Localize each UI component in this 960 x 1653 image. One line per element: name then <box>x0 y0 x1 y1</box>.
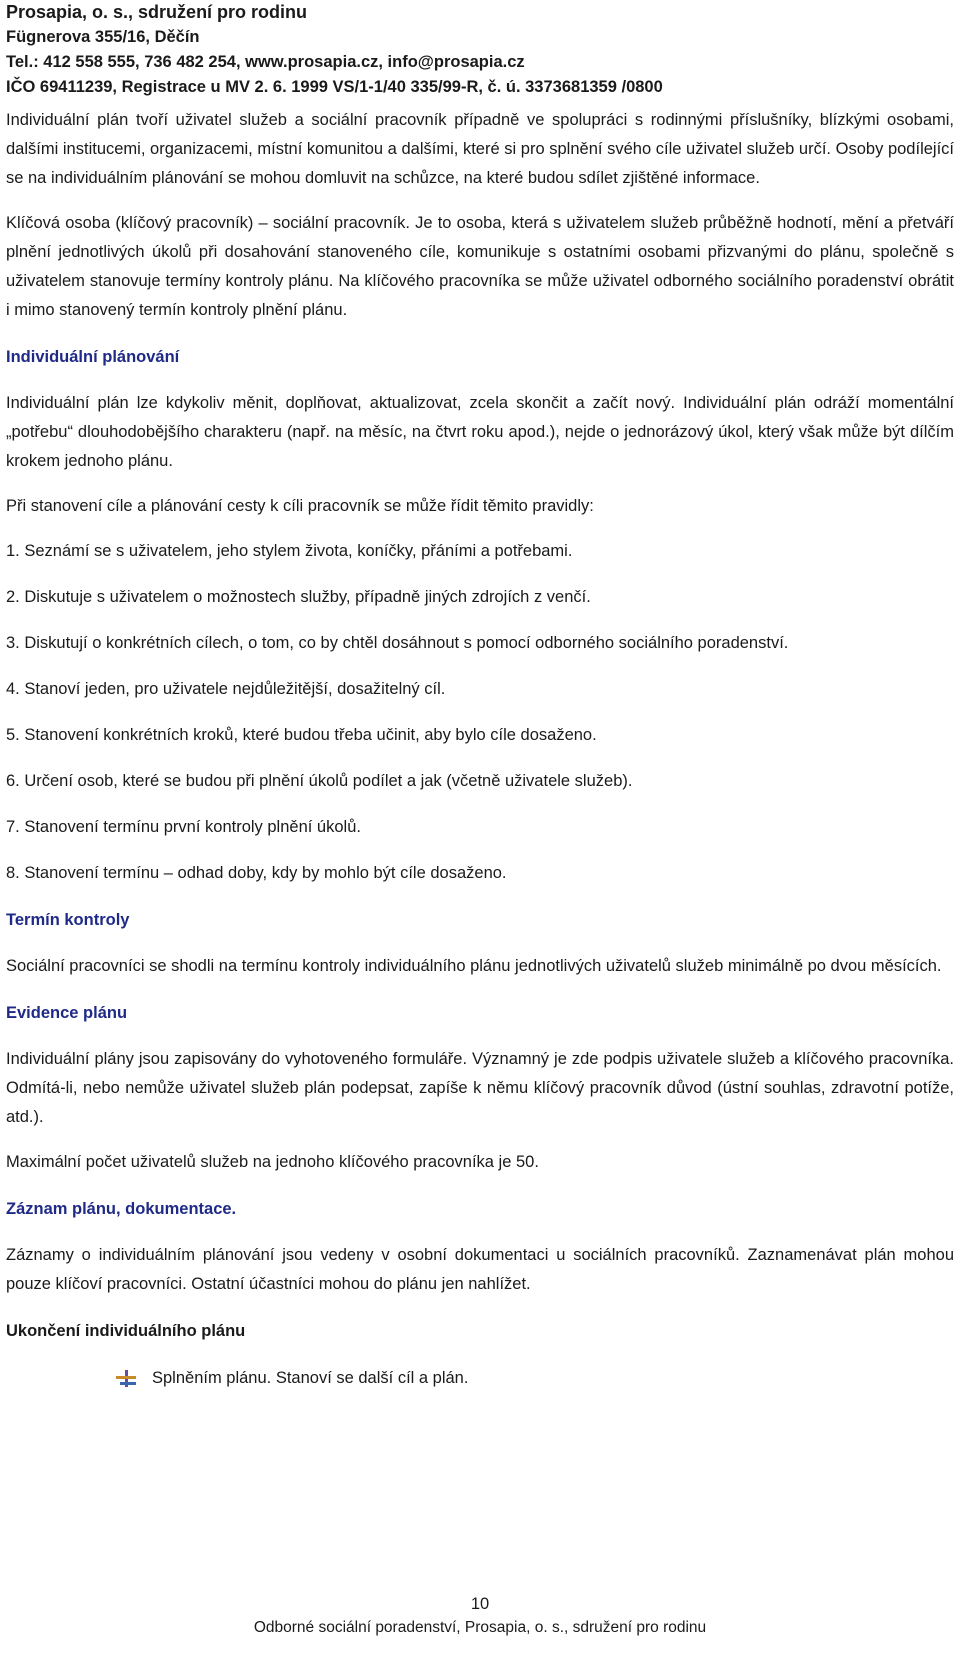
letterhead <box>6 0 954 100</box>
list-item: 8. Stanovení termínu – odhad doby, kdy by mohlo být cíle dosaženo. <box>6 864 507 882</box>
heading-control-term: Termín kontroly <box>6 911 130 929</box>
list-item: 3. Diskutují o konkrétních cílech, o tom, co by chtěl dosáhnout s pomocí odborného sociálního poradenství. <box>6 634 789 652</box>
page-footer <box>0 1592 960 1640</box>
list-item: 2. Diskutuje s uživatelem o možnostech služby, případně jiných zdrojích z venčí. <box>6 588 591 606</box>
org-name: Prosapia, o. s., sdružení pro rodinu <box>6 2 308 22</box>
list-item: 5. Stanovení konkrétních kroků, které budou třeba učinit, aby bylo cíle dosaženo. <box>6 726 597 744</box>
org-contact: Tel.: 412 558 555, 736 482 254, www.prosapia.cz, info@prosapia.cz <box>6 53 525 71</box>
org-address: Fügnerova 355/16, Děčín <box>6 28 200 46</box>
org-registration: IČO 69411239, Registrace u MV 2. 6. 1999 VS/1-1/40 335/99-R, č. ú. 3373681359 /0800 <box>6 78 663 96</box>
list-item <box>116 1364 954 1393</box>
list-item: 7. Stanovení termínu první kontroly plnění úkolů. <box>6 818 361 836</box>
list-item: 6. Určení osob, které se budou při plnění úkolů podílet a jak (včetně uživatele služeb). <box>6 772 633 790</box>
page-number: 10 <box>470 1595 490 1613</box>
evidence-paragraph: Individuální plány jsou zapisovány do vyhotoveného formuláře. Významný je zde podpis uživatele služeb a klíčového pracovníka. Odmítá-li, nebo nemůže uživatel služeb plán podepsat, zapíše k němu klíčový pracovník důvod (ústní souhlas, zdravotní potíže, atd.). <box>6 1050 954 1126</box>
key-worker-paragraph: Klíčová osoba (klíčový pracovník) – sociální pracovník. Je to osoba, která s uživatelem služeb průběžně hodnotí, mění a přetváří plnění jednotlivých úkolů při dosahování stanoveného cíle, komunikuje s ostatními osobami přizvanými do plánu, společně s uživatelem stanovuje termíny kontroly plánu. Na klíčového pracovníka se může uživatel odborného sociálního poradenství obrátit i mimo stanovený termín kontroly plnění plánu. <box>6 214 954 319</box>
bullet-arrow-icon <box>116 1369 138 1389</box>
record-paragraph: Záznamy o individuálním plánování jsou vedeny v osobní dokumentaci u sociálních pracovníků. Zaznamenávat plán mohou pouze klíčoví pracovníci. Ostatní účastníci mohou do plánu jen nahlížet. <box>6 1246 954 1293</box>
bullet-text: Splněním plánu. Stanoví se další cíl a plán. <box>152 1369 469 1387</box>
heading-plan-evidence: Evidence plánu <box>6 1004 128 1022</box>
list-item: 1. Seznámí se s uživatelem, jeho stylem života, koníčky, přáními a potřebami. <box>6 542 573 560</box>
intro-paragraph: Individuální plán tvoří uživatel služeb a sociální pracovník případně ve spolupráci s rodinnými příslušníky, blízkými osobami, dalšími institucemi, organizacemi, místní komunitou a dalšími, které si pro splnění svého cíle uživatel služeb určí. Osoby podílející se na individuálním plánování se mohou domluvit na schůzce, na které budou sdílet zjištěné informace. <box>6 111 954 187</box>
heading-plan-end: Ukončení individuálního plánu <box>6 1322 246 1340</box>
heading-individual-planning: Individuální plánování <box>6 348 180 366</box>
footer-text: Odborné sociální poradenství, Prosapia, o. s., sdružení pro rodinu <box>253 1619 707 1636</box>
control-paragraph: Sociální pracovníci se shodli na termínu kontroly individuálního plánu jednotlivých uživatelů služeb minimálně po dvou měsících. <box>6 957 942 975</box>
list-item: 4. Stanoví jeden, pro uživatele nejdůležitější, dosažitelný cíl. <box>6 680 446 698</box>
rules-list <box>6 537 954 888</box>
rules-intro: Při stanovení cíle a plánování cesty k cíli pracovník se může řídit těmito pravidly: <box>6 497 594 515</box>
heading-plan-record: Záznam plánu, dokumentace. <box>6 1200 237 1218</box>
max-users-paragraph: Maximální počet uživatelů služeb na jednoho klíčového pracovníka je 50. <box>6 1153 539 1171</box>
planning-paragraph: Individuální plán lze kdykoliv měnit, doplňovat, aktualizovat, zcela skončit a začít nový. Individuální plán odráží momentální „potřebu“ dlouhodobějšího charakteru (např. na měsíc, na čtvrt roku apod.), nejde o jednorázový úkol, který však může být dílčím krokem jednoho plánu. <box>6 394 954 470</box>
